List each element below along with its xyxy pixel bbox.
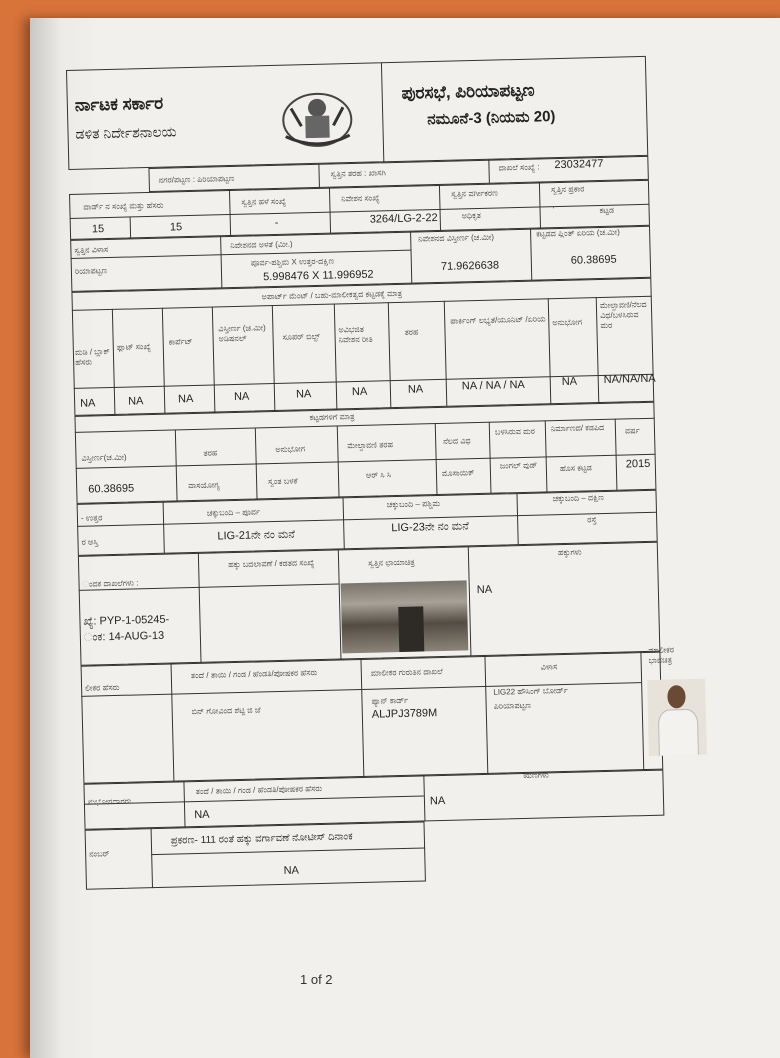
bld-value-type: ವಾಸಯೋಗ್ಯ — [188, 480, 220, 491]
address-value: ರಿಯಾಪಟ್ಟಣ — [74, 266, 108, 276]
building-title: ಕಟ್ಟಡಗಳಿಗೆ ಮಾತ್ರ — [309, 412, 355, 423]
apt-value-type: NA — [407, 383, 424, 396]
owner-name-label: ಲೀಕರ ಹೆಸರು — [85, 682, 120, 693]
apt-value-roof: NA/NA/NA — [603, 372, 656, 386]
ward-name: 15 — [169, 221, 183, 234]
owner-photo-head — [667, 685, 686, 708]
north-value: ರ ಆಸ್ತಿ — [81, 537, 99, 547]
owner-address-line2: ಪಿರಿಯಾಪಟ್ಟಣ — [493, 700, 532, 711]
bld-header-area: ವಿಸ್ತೀರ್ಣ(ಚ.ಮೀ) — [81, 452, 127, 463]
property-form — [66, 55, 676, 877]
apt-value-additional: NA — [233, 390, 250, 403]
site-size-label: ನಿವೇಶನದ ಅಳತೆ (ಮೀ.) — [230, 239, 293, 251]
emblem-icon — [276, 85, 358, 153]
notice-label: ನಂಬರ್ — [89, 849, 110, 859]
town-label: ನಗರ/ಪಟ್ಟಣ : ಪಿರಿಯಾಪಟ್ಟಣ — [158, 173, 235, 185]
survey-label: ನಿವೇಶನ ಸಂಖ್ಯೆ — [341, 193, 380, 204]
apt-value-flat: NA — [127, 395, 144, 408]
kind-mark: ' — [552, 205, 555, 215]
site-area-value: 71.9626638 — [440, 259, 500, 273]
built-area-value: 60.38695 — [570, 253, 617, 267]
header-right-subtitle: ನಮೂನೆ-3 (ನಿಯಮ 20) — [427, 108, 556, 129]
category-value: ಅಧಿಕೃತ — [461, 210, 482, 221]
west-label: ಚಕ್ಕುಬಂದಿ – ಪಶ್ಚಿಮ — [386, 498, 441, 510]
north-label: - ಉತ್ತರ — [80, 513, 103, 523]
ward-no: 15 — [91, 223, 105, 236]
owner-id-no: ALJPJ3789M — [371, 707, 438, 721]
registration-date: ಂಕ: 14-AUG-13 — [83, 629, 165, 644]
west-value: LIG-23ನೇ ನಂ ಮನೆ — [391, 520, 469, 535]
photo-door — [398, 606, 424, 652]
building-box — [74, 402, 656, 504]
bld-value-area: 60.38695 — [88, 482, 135, 496]
doc-no-value: 23032477 — [554, 157, 604, 172]
header-left-title: ರ್ನಾಟಕ ಸರ್ಕಾರ — [74, 93, 164, 115]
notice-value: NA — [283, 864, 300, 877]
bld-value-usage: ಸ್ವಂತ ಬಳಕೆ — [268, 476, 298, 487]
liabilities-value: NA — [429, 794, 446, 808]
docs-label: ಂದಕ ದಾಖಲೆಗಳು : — [82, 578, 139, 589]
rights-label: ಹಕ್ಕುಗಳು — [557, 547, 582, 558]
ward-label: ವಾರ್ಡ್ ನ ಸಂಖ್ಯೆ ಮತ್ತು ಹೆಸರು — [83, 200, 164, 212]
south-label: ಚಕ್ಕುಬಂದಿ – ದಕ್ಷಿಣ — [552, 492, 604, 504]
apt-header-block: ಮಡಿ / ಬ್ಲಾಕ್ ಹೆಸರು — [74, 347, 110, 367]
apt-value-superbuilt: NA — [295, 388, 312, 401]
bld-value-year: 2015 — [625, 457, 651, 471]
apt-value-undivided: NA — [351, 385, 368, 399]
owner-address-label: ವಿಳಾಸ — [540, 662, 558, 672]
registration-no: ಖ್ಯೆ: PYP-1-05245- — [83, 613, 170, 628]
apt-header-roof: ಮೇಲ್ಛಾವಣಿ/ನೆಲದ ವಿಧ/ಬಳಸಿರುವ ಮರ — [599, 299, 647, 331]
property-type-label: ಸ್ವತ್ತಿನ ತರಹ : ಖಾಸಗಿ — [330, 168, 386, 179]
south-value: ರಸ್ತೆ — [587, 515, 597, 525]
owner-photo-body — [658, 709, 698, 756]
east-label: ಚಕ್ಕುಬಂದಿ – ಪೂರ್ವ — [206, 507, 261, 518]
bld-header-wood: ಬಳಸಿರುವ ಮರ — [494, 426, 536, 437]
built-area-label: ಕಟ್ಟಡದ ಪ್ಲಿಂತ್ ಏರಿಯ (ಚ.ಮೀ) — [536, 227, 620, 239]
apt-header-additional: ವಿಸ್ತೀರ್ಣ (ಚ.ಮೀ) ಅಡಿಷನಲ್ — [218, 323, 266, 344]
apt-header-usage: ಅನುಭೋಗ — [552, 317, 583, 328]
occupant-label: ನುಭೋಗದಾರರು — [87, 796, 132, 807]
apt-value-usage: NA — [561, 375, 578, 388]
address-label: ಸ್ವತ್ತಿನ ವಿಳಾಸ — [74, 245, 109, 255]
header-left-subtitle: ಡಳಿತ ನಿರ್ದೇಶನಾಲಯ — [75, 123, 177, 142]
owner-relation-value: ಬಿನ್ ಗೋವಿಂದ ಶೆಟ್ಟಿ ಜಿ ಜೆ — [191, 705, 261, 717]
owner-photo — [647, 679, 707, 756]
liabilities-label: ಋಣಗಳು — [523, 770, 549, 781]
occupant-value: NA — [194, 808, 210, 822]
owner-id-label: ಮಾಲೀಕರ ಗುರುತಿನ ದಾಖಲೆ — [370, 666, 443, 678]
property-photo — [341, 580, 469, 653]
apt-header-type: ತರಹ — [404, 327, 419, 337]
bld-header-roof: ಮೇಲ್ಛಾವಣಿ ತರಹ — [347, 440, 394, 451]
owner-relation-label: ತಂದೆ / ತಾಯಿ / ಗಂಡ / ಹೆಂಡತಿ/ಪೋಷಕರ ಹೆಸರು — [190, 668, 318, 681]
apt-header-carpet: ಕಾರ್ಪೆಟ್ — [168, 336, 193, 347]
bld-value-floor: ಮೊಸಾಯಿಕ್ — [441, 468, 475, 478]
notice-title: ಪ್ರಕರಣ- 111 ರಂತೆ ಹಕ್ಕು ವರ್ಗಾವಣೆ ನೋಟೀಸ್ ದಿನಾಂಕ — [170, 831, 353, 847]
bld-header-construction: ನಿರ್ಮಾಣದ/ ಕಡಪಿದ — [550, 422, 605, 434]
notice-box — [85, 821, 426, 889]
category-label: ಸ್ವತ್ತಿನ ವರ್ಗೀಕರಣ — [451, 188, 498, 199]
site-area-label: ನಿವೇಶನದ ವಿಸ್ತೀರ್ಣ (ಚ.ಮೀ) — [418, 232, 495, 244]
property-photo-label: ಸ್ವತ್ತಿನ ಛಾಯಾಚಿತ್ರ — [368, 557, 415, 568]
owner-photo-label: ಮಾಲೀಕರ ಭಾವಚಿತ್ರ — [648, 645, 675, 665]
apt-header-parking: ಪಾರ್ಕಿಂಗ್ ಲಭ್ಯತೆ/ಯೂನಿಟ್ /ಏರಿಯ — [450, 314, 546, 326]
apartment-title: ಅಪಾರ್ಟ್ ಮೆಂಟ್ / ಬಹು-ಮಾಲೀಕತ್ವದ ಕಟ್ಟಡಕ್ಕೆ ಮಾತ್ರ — [261, 288, 403, 302]
transfer-label: ಹಕ್ಕು ಬದಲಾವಣೆ / ಕಡತದ ಸಂಖ್ಯೆ — [228, 558, 315, 570]
kind-value: ಕಟ್ಟಡ — [599, 205, 615, 216]
dimension-label: ಪೂರ್ವ-ಪಶ್ಚಿಮ X ಉತ್ತರ-ದಕ್ಷಿಣ — [250, 256, 335, 268]
owner-id-type: ಪ್ಯಾನ್ ಕಾರ್ಡ್ — [371, 695, 409, 706]
page-number: 1 of 2 — [300, 972, 333, 987]
apt-header-undivided: ಅವಿಭಜಿತ ನಿವೇಶನ ರೀತಿ — [338, 324, 373, 345]
bld-header-year: ವರ್ಷ — [624, 426, 640, 436]
apt-value-parking: NA / NA / NA — [461, 378, 525, 393]
bld-header-floor: ನೆಲದ ವಿಧ — [443, 436, 471, 446]
bld-value-construction: ಹೊಸ ಕಟ್ಟಡ — [559, 463, 592, 474]
dimension-value: 5.998476 X 11.996952 — [262, 268, 374, 284]
apt-value-carpet: NA — [177, 392, 194, 406]
old-no: - — [274, 216, 279, 229]
owner-address-line1: LIG22 ಹೌಸಿಂಗ್ ಬೋರ್ಡ್ — [493, 685, 568, 697]
header-right-title: ಪುರಸಭೆ, ಪಿರಿಯಾಪಟ್ಟಣ — [401, 80, 535, 103]
old-no-label: ಸ್ವತ್ತಿನ ಹಳೆ ಸಂಖ್ಯೆ — [241, 196, 287, 207]
apt-header-flat: ಫ್ಲಾಟ್ ಸಂಖ್ಯೆ — [116, 342, 151, 352]
kind-label: ಸ್ವತ್ತಿನ ಪ್ರಕಾರ — [550, 184, 585, 195]
rights-value: NA — [476, 583, 493, 597]
survey-no: 3264/LG-2-22 — [369, 211, 438, 226]
bld-value-wood: ಜಂಗಲ್ ವುಡ್ — [499, 460, 538, 471]
doc-no-label: ದಾಖಲೆ ಸಂಖ್ಯೆ : — [498, 162, 540, 173]
form-sheet — [30, 0, 780, 1040]
apt-header-superbuilt: ಸೂಪರ್ ಬಿಲ್ಟ್ — [282, 331, 320, 342]
apt-value-block: NA — [80, 397, 96, 410]
bld-header-type: ತರಹ — [203, 448, 218, 458]
east-value: LIG-21ನೇ ನಂ ಮನೆ — [217, 528, 296, 543]
bld-value-roof: ಆರ್ ಸಿ ಸಿ — [365, 470, 392, 480]
occupant-relation-label: ತಂದೆ / ತಾಯಿ / ಗಂಡ / ಹೆಂಡತಿ/ಪೋಷಕರ ಹೆಸರು — [195, 783, 323, 797]
bld-header-usage: ಅನುಭೋಗ — [275, 444, 306, 454]
